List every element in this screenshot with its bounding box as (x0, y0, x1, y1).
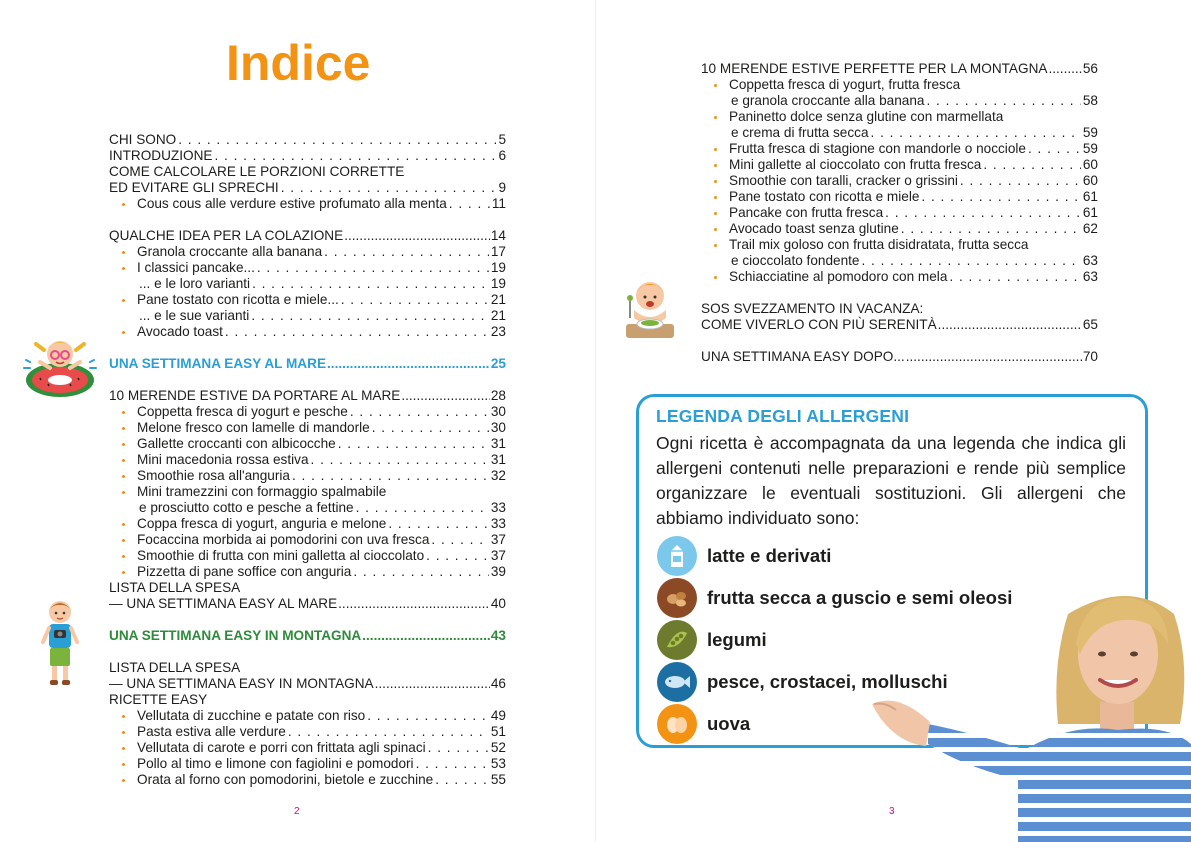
toc-entry-title: e prosciutto cotto e pesche a fettine (139, 500, 354, 515)
toc-entry[interactable] (701, 237, 1098, 253)
toc-entry-title: Coppetta fresca di yogurt, frutta fresca (729, 77, 961, 92)
toc-entry[interactable] (701, 157, 1098, 173)
toc-page-number: 40 (490, 596, 506, 611)
toc-dot-leader (251, 308, 489, 324)
toc-page-number: 63 (1082, 253, 1098, 268)
toc-dot-leader (288, 724, 489, 740)
toc-entry-title: Melone fresco con lamelle di mandorle (137, 420, 370, 435)
toc-page-number: 32 (490, 468, 506, 483)
toc-entry[interactable] (109, 308, 506, 324)
toc-page-number: 39 (490, 564, 506, 579)
toc-page-number: 61 (1082, 205, 1098, 220)
toc-dot-leader (1028, 141, 1081, 157)
toc-page-number: 59 (1082, 125, 1098, 140)
toc-dot-leader (960, 173, 1081, 189)
toc-dot-leader (324, 244, 489, 260)
toc-page-number: 14 (490, 228, 506, 243)
toc-entry-title: INTRODUZIONE (109, 148, 213, 163)
toc-page-number: 21 (490, 308, 506, 323)
toc-entry-title: Coppetta fresca di yogurt e pesche (137, 404, 348, 419)
toc-entry-title: Gallette croccanti con albicocche (137, 436, 336, 451)
spread-divider (595, 0, 596, 842)
toc-dot-leader (372, 420, 489, 436)
toc-entry-title: Schiacciatine al pomodoro con mela (729, 269, 948, 284)
toc-page-number: 59 (1082, 141, 1098, 156)
boy-with-camera-illustration (38, 598, 82, 688)
toc-entry[interactable] (109, 692, 506, 708)
toc-dot-leader (926, 93, 1080, 109)
pea-pod-icon (657, 620, 697, 660)
toc-dot-leader (871, 125, 1081, 141)
toc-entry[interactable] (109, 708, 506, 724)
toc-page-number: 6 (498, 148, 506, 163)
toc-entry[interactable] (109, 580, 506, 596)
toc-entry[interactable] (109, 420, 506, 436)
toc-entry-title: Mini gallette al cioccolato con frutta fresca (729, 157, 982, 172)
toc-dot-leader (292, 468, 489, 484)
toc-entry-title: 10 MERENDE ESTIVE PERFETTE PER LA MONTAGNA (701, 61, 1048, 76)
toc-entry[interactable] (109, 724, 506, 740)
milk-carton-icon (657, 536, 697, 576)
toc-entry[interactable] (109, 772, 506, 788)
toc-entry-title: CHI SONO (109, 132, 177, 147)
toc-entry-title: Paninetto dolce senza glutine con marmellata (729, 109, 1004, 124)
toc-spacer (701, 285, 1098, 301)
toc-page-number: 30 (490, 404, 506, 419)
toc-page-number: 33 (490, 516, 506, 531)
toc-entry[interactable] (109, 196, 506, 212)
toc-dot-leader (1048, 61, 1081, 77)
toc-page-number: 37 (490, 548, 506, 563)
allergen-label: uova (707, 713, 751, 734)
toc-entry[interactable] (109, 292, 506, 308)
toc-dot-leader (388, 516, 489, 532)
toc-dot-leader (906, 349, 1082, 365)
toc-entry-title: Smoothie di frutta con mini galletta al cioccolato (137, 548, 425, 563)
eggs-icon (657, 704, 697, 744)
toc-entry-title: Granola croccante alla banana (137, 244, 323, 259)
toc-entry[interactable] (109, 148, 506, 164)
toc-page-number: 65 (1082, 317, 1098, 332)
toc-entry[interactable] (109, 228, 506, 244)
toc-entry-title: Cous cous alle verdure estive profumato alla menta (137, 196, 447, 211)
toc-dot-leader (901, 221, 1081, 237)
toc-dot-leader (257, 260, 489, 276)
toc-dot-leader (428, 740, 489, 756)
girl-on-watermelon-float-illustration (22, 334, 98, 400)
toc-entry-title: QUALCHE IDEA PER LA COLAZIONE (109, 228, 344, 243)
toc-spacer (109, 372, 506, 388)
toc-entry[interactable] (109, 164, 506, 180)
toc-entry[interactable] (109, 468, 506, 484)
toc-dot-leader (350, 404, 489, 420)
toc-entry-title: Pasta estiva alle verdure (137, 724, 286, 739)
toc-entry[interactable] (701, 125, 1098, 141)
toc-entry[interactable] (701, 93, 1098, 109)
toc-entry[interactable] (701, 301, 1098, 317)
allergen-label: latte e derivati (707, 545, 832, 566)
toc-dot-leader (949, 269, 1080, 285)
toc-page-number: 58 (1082, 93, 1098, 108)
toc-dot-leader (341, 292, 489, 308)
toc-entry[interactable] (109, 516, 506, 532)
toc-page-number: 37 (490, 532, 506, 547)
toc-entry[interactable] (701, 173, 1098, 189)
toc-dot-leader (225, 324, 489, 340)
toc-entry[interactable] (701, 61, 1098, 77)
allergen-label: frutta secca a guscio e semi oleosi (707, 587, 1013, 608)
toc-entry-title: e cioccolato fondente (731, 253, 860, 268)
toc-page-number: 52 (490, 740, 506, 755)
toc-entry-title: Avocado toast senza glutine (729, 221, 899, 236)
toc-entry-title: e crema di frutta secca (731, 125, 869, 140)
toc-spacer (109, 212, 506, 228)
toc-dot-leader (426, 548, 489, 564)
toc-entry-title: Trail mix goloso con frutta disidratata, frutta secca (729, 237, 1029, 252)
toc-page-number: 9 (498, 180, 506, 195)
toc-entry-title: Coppa fresca di yogurt, anguria e melone (137, 516, 387, 531)
toc-entry[interactable] (109, 676, 506, 692)
toc-entry[interactable] (701, 141, 1098, 157)
toc-entry[interactable] (109, 388, 506, 404)
toc-entry-title: e granola croccante alla banana (731, 93, 925, 108)
toc-page-number: 25 (490, 356, 506, 371)
toc-entry-title: LISTA DELLA SPESA (109, 660, 241, 675)
toc-entry[interactable] (109, 244, 506, 260)
toc-dot-leader (983, 157, 1081, 173)
toc-entry-title: LISTA DELLA SPESA (109, 580, 241, 595)
toc-dot-leader (938, 317, 1082, 333)
toc-dot-leader (861, 253, 1080, 269)
toc-dot-leader (375, 676, 490, 692)
toc-entry-title: UNA SETTIMANA EASY IN MONTAGNA (109, 628, 362, 643)
toc-dot-leader (252, 276, 489, 292)
toc-page-number: 5 (498, 132, 506, 147)
toc-page-number: 19 (490, 260, 506, 275)
allergen-item-legumes (657, 620, 767, 660)
toc-dot-leader (178, 132, 496, 148)
toc-entry[interactable] (701, 349, 1098, 365)
toc-page-number: 53 (490, 756, 506, 771)
toc-page-number: 51 (490, 724, 506, 739)
nuts-icon (657, 578, 697, 618)
toc-spacer (701, 333, 1098, 349)
toc-entry-title: Pane tostato con ricotta e miele (729, 189, 920, 204)
allergen-item-eggs (657, 704, 750, 744)
toc-dot-leader (416, 756, 489, 772)
legend-title: LEGENDA DEGLI ALLERGENI (656, 406, 910, 426)
toc-page-number: 60 (1082, 157, 1098, 172)
toc-entry[interactable] (109, 180, 506, 196)
toc-page-number: 31 (490, 436, 506, 451)
toc-entry-title: Orata al forno con pomodorini, bietole e zucchine (137, 772, 434, 787)
toc-entry[interactable] (109, 356, 506, 372)
toc-dot-leader (338, 596, 490, 612)
toc-entry[interactable] (109, 260, 506, 276)
toc-dot-leader (885, 205, 1081, 221)
toc-entry[interactable] (109, 756, 506, 772)
fish-icon (657, 662, 697, 702)
toc-dot-leader (356, 500, 489, 516)
toc-entry-title: ... e le sue varianti (139, 308, 250, 323)
right-table-of-contents (701, 61, 1098, 365)
toc-entry[interactable] (701, 269, 1098, 285)
toc-dot-leader (353, 564, 489, 580)
toc-entry[interactable] (109, 500, 506, 516)
toc-entry[interactable] (109, 436, 506, 452)
toc-entry-title: Pizzetta di pane soffice con anguria (137, 564, 352, 579)
toc-entry-title: Pane tostato con ricotta e miele... (137, 292, 339, 307)
toc-entry-title: Focaccina morbida ai pomodorini con uva fresca (137, 532, 430, 547)
left-table-of-contents (109, 132, 506, 788)
folio-right: 3 (889, 806, 895, 817)
page-title: Indice (226, 35, 371, 91)
allergen-label: legumi (707, 629, 767, 650)
toc-page-number: 21 (490, 292, 506, 307)
toc-page-number: 28 (490, 388, 506, 403)
toc-dot-leader (338, 436, 489, 452)
toc-entry[interactable] (109, 484, 506, 500)
toc-page-number: 63 (1082, 269, 1098, 284)
toc-dot-leader (344, 228, 490, 244)
folio-left: 2 (294, 806, 300, 817)
toc-entry-title: Vellutata di zucchine e patate con riso (137, 708, 366, 723)
toc-entry-title: — UNA SETTIMANA EASY IN MONTAGNA (109, 676, 374, 691)
toc-page-number: 56 (1082, 61, 1098, 76)
toc-entry-title: Smoothie rosa all'anguria (137, 468, 290, 483)
toc-page-number: 61 (1082, 189, 1098, 204)
toc-entry[interactable] (109, 324, 506, 340)
toc-entry-title: Pollo al timo e limone con fagiolini e pomodori (137, 756, 414, 771)
toc-dot-leader (362, 628, 490, 644)
toc-entry[interactable] (109, 548, 506, 564)
toc-entry-title: COME CALCOLARE LE PORZIONI CORRETTE (109, 164, 405, 179)
toc-page-number: 46 (490, 676, 506, 691)
toc-entry-title: RICETTE EASY (109, 692, 208, 707)
toc-page-number: 19 (490, 276, 506, 291)
toc-entry[interactable] (109, 564, 506, 580)
toc-entry-title: Pancake con frutta fresca (729, 205, 884, 220)
toc-page-number: 30 (490, 420, 506, 435)
legend-description: Ogni ricetta è accompagnata da una legenda che indica gli allergeni contenuti nelle preparazioni e rende più semplice organizzare le eventuali sostituzioni. Gli allergeni che abbiamo individuato sono: (656, 433, 1126, 528)
toc-page-number: 43 (490, 628, 506, 643)
toc-entry[interactable] (109, 596, 506, 612)
toc-entry[interactable] (109, 532, 506, 548)
toc-dot-leader (921, 189, 1080, 205)
toc-dot-leader (431, 532, 488, 548)
toc-entry-title: SOS SVEZZAMENTO IN VACANZA: (701, 301, 924, 316)
toc-entry[interactable] (701, 253, 1098, 269)
toc-dot-leader (401, 388, 490, 404)
toc-entry[interactable] (109, 132, 506, 148)
toc-page-number: 17 (490, 244, 506, 259)
toc-entry[interactable] (109, 660, 506, 676)
toc-entry-title: Smoothie con taralli, cracker o grissini (729, 173, 958, 188)
toc-dot-leader (449, 196, 490, 212)
author-photo (868, 584, 1191, 842)
toc-page-number: 49 (490, 708, 506, 723)
toc-entry-title: ED EVITARE GLI SPRECHI (109, 180, 279, 195)
baby-eating-illustration (620, 274, 680, 340)
toc-spacer (109, 612, 506, 628)
allergen-item-milk (657, 536, 831, 576)
toc-dot-leader (281, 180, 497, 196)
toc-page-number: 11 (491, 196, 506, 211)
toc-entry[interactable] (109, 404, 506, 420)
toc-dot-leader (214, 148, 496, 164)
toc-entry[interactable] (701, 205, 1098, 221)
toc-spacer (109, 340, 506, 356)
toc-spacer (109, 644, 506, 660)
toc-page-number: 31 (490, 452, 506, 467)
toc-entry[interactable] (109, 276, 506, 292)
toc-entry[interactable] (701, 221, 1098, 237)
toc-entry[interactable] (701, 109, 1098, 125)
toc-dot-leader (311, 452, 489, 468)
toc-entry-title: UNA SETTIMANA EASY AL MARE (109, 356, 327, 371)
toc-entry[interactable] (109, 740, 506, 756)
toc-entry-title: — UNA SETTIMANA EASY AL MARE (109, 596, 338, 611)
toc-page-number: 55 (490, 772, 506, 787)
toc-entry-title: Mini tramezzini con formaggio spalmabile (137, 484, 387, 499)
toc-entry[interactable] (109, 628, 506, 644)
toc-entry-title: ... e le loro varianti (139, 276, 251, 291)
toc-entry-title: COME VIVERLO CON PIÙ SERENITÀ (701, 317, 937, 332)
toc-page-number: 62 (1082, 221, 1098, 236)
toc-entry-title: Mini macedonia rossa estiva (137, 452, 309, 467)
toc-entry-title: 10 MERENDE ESTIVE DA PORTARE AL MARE (109, 388, 401, 403)
toc-entry[interactable] (701, 189, 1098, 205)
toc-entry-title: Avocado toast (137, 324, 223, 339)
toc-page-number: 23 (490, 324, 506, 339)
toc-dot-leader (327, 356, 490, 372)
toc-entry-title: I classici pancake... (137, 260, 255, 275)
toc-entry-title: Vellutata di carote e porri con frittata agli spinaci (137, 740, 426, 755)
toc-entry[interactable] (701, 77, 1098, 93)
toc-entry-title: Frutta fresca di stagione con mandorle o nocciole (729, 141, 1026, 156)
toc-dot-leader (435, 772, 489, 788)
toc-entry-title: UNA SETTIMANA EASY DOPO... (701, 349, 905, 364)
toc-page-number: 70 (1082, 349, 1098, 364)
toc-entry[interactable] (109, 452, 506, 468)
allergen-label: pesce, crostacei, molluschi (707, 671, 948, 692)
toc-dot-leader (367, 708, 489, 724)
toc-page-number: 60 (1082, 173, 1098, 188)
toc-entry[interactable] (701, 317, 1098, 333)
toc-page-number: 33 (490, 500, 506, 515)
